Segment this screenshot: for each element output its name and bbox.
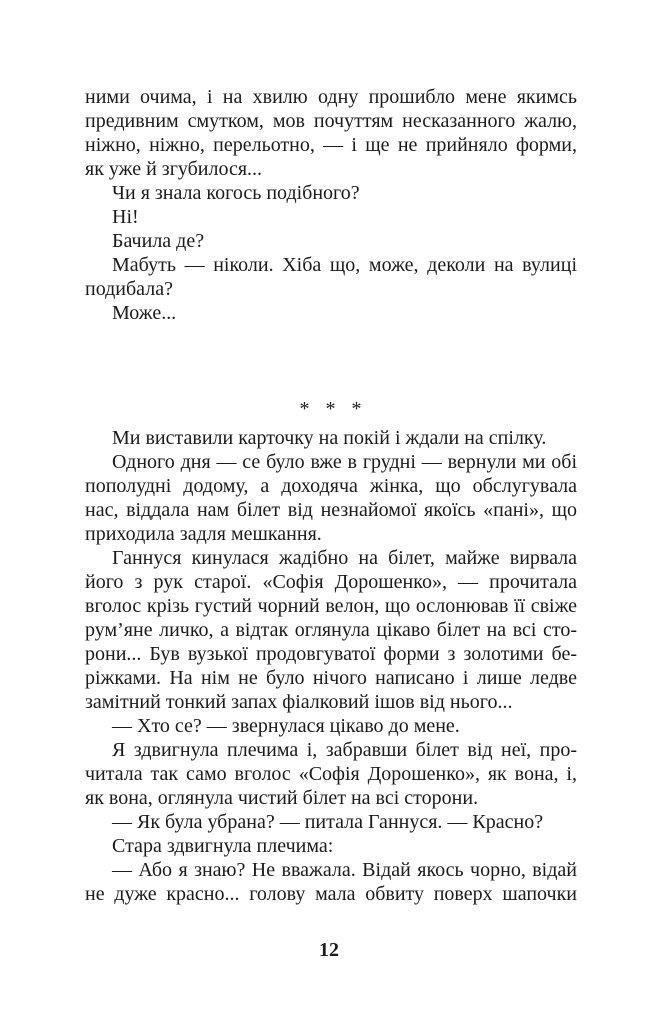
text-line: Може... [112, 302, 177, 324]
text-line: рони... Був вузької продовгуватої форми з золотими бе- [85, 643, 577, 665]
text-line: читала так само вголос «Софія Дорошенко», як вона, і, [85, 763, 577, 785]
page-number: 12 [319, 939, 339, 961]
text-line: Ми виставили карточку на покій і ждали на спілку. [112, 427, 547, 449]
text-line: нас, віддала нам білет від незнайомої якоїсь «пані», що [85, 499, 577, 521]
paragraph [85, 181, 577, 205]
text-line: — Як була убрана? — питала Ганнуся. — Красно? [112, 811, 544, 833]
text-line: предивним смутком, мов почуттям несказанного жалю, [85, 110, 577, 132]
text-line: ніжно, ніжно, перельотно, — і ще не прийняло форми, [85, 134, 577, 156]
text-line: Ганнуся кинулася жадібно на білет, майже вирвала [112, 547, 577, 569]
text-line: замітний тонкий запах фіалковий ішов від нього... [85, 691, 513, 713]
text-line: ріжками. На нім не було нічого написано і лише ледве [85, 667, 577, 689]
text-line: вголос крізь густий чорний велон, що ослонював її свіже [85, 595, 577, 617]
paragraph [85, 450, 577, 546]
text-line: ними очима, і на хвилю одну прошибло мене якимсь [85, 86, 577, 108]
paragraph [85, 229, 577, 253]
text-column [85, 85, 577, 906]
paragraph [85, 426, 577, 450]
text-line: Стара здвигнула плечима: [112, 835, 334, 857]
text-line: пополудні додому, а доходяча жінка, що обслугувала [85, 475, 577, 497]
paragraph [85, 205, 577, 229]
text-line: не дуже красно... голову мала обвиту поверх шапочки [85, 883, 577, 905]
text-line: його з рук старої. «Софія Дорошенко», — прочитала [85, 571, 577, 593]
paragraph [85, 546, 577, 714]
paragraph [85, 85, 577, 181]
text-line: як уже й згубилося... [85, 158, 263, 180]
text-line: Чи я знала когось подібного? [112, 182, 360, 204]
paragraph [85, 253, 577, 301]
paragraph [85, 810, 577, 834]
text-line: — Або я знаю? Не вважала. Відай якось чорно, відай [112, 859, 577, 881]
section-separator: * * * [299, 398, 363, 420]
text-line: Я здвигнула плечима і, забравши білет від неї, про- [112, 739, 577, 761]
text-line: Одного дня — се було вже в грудні — вернули ми обі [112, 451, 577, 473]
text-line: Ні! [112, 206, 139, 228]
paragraph [85, 301, 577, 325]
paragraph [85, 738, 577, 810]
text-line: Мабуть — ніколи. Хіба що, може, деколи на вулиці [112, 254, 577, 276]
paragraph [85, 858, 577, 906]
text-line: — Хто се? — звернулася цікаво до мене. [112, 715, 460, 737]
text-line: приходила задля мешкання. [85, 523, 322, 545]
text-line: як вона, оглянула чистий білет на всі сторони. [85, 787, 479, 809]
text-line: подибала? [85, 278, 173, 300]
paragraph [85, 714, 577, 738]
text-line: Бачила де? [112, 230, 205, 252]
paragraph [85, 834, 577, 858]
text-line: рум’яне личко, а відтак оглянула цікаво білет на всі сто- [85, 619, 577, 641]
